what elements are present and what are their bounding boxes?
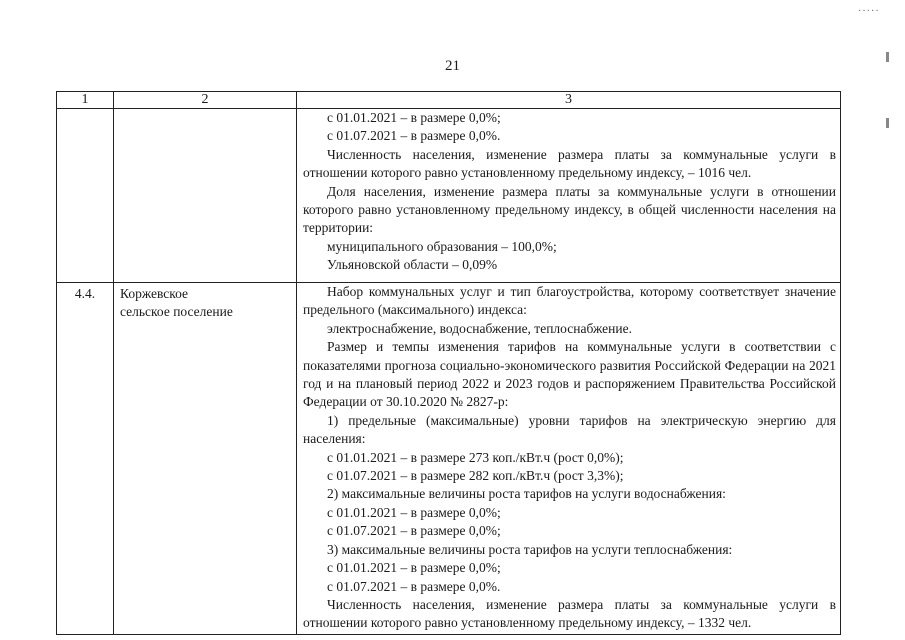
item-number-cell [57, 109, 114, 283]
description-paragraph: 1) предельные (максимальные) уровни тарифов на электрическую энергию для населения: [303, 412, 836, 447]
description-paragraph: Доля населения, изменение размера платы за коммунальные услуги в отношении которого равно установленному предельному индексу, в общей численности населения на территории: [303, 183, 836, 236]
description-paragraph: с 01.01.2021 – в размере 0,0%; [327, 110, 501, 125]
scan-mark: ····· [858, 6, 880, 17]
header-cell-1: 1 [57, 92, 114, 109]
table-row [57, 283, 841, 635]
description-paragraph: Численность населения, изменение размера платы за коммунальные услуги в отношении которого равно установленному предельному индексу, – 1332 чел. [303, 596, 836, 631]
description-paragraph: 3) максимальные величины роста тарифов на услуги теплоснабжения: [327, 541, 733, 557]
table-header-row [57, 92, 841, 109]
description-paragraph: с 01.07.2021 – в размере 282 коп./кВт.ч (рост 3,3%); [327, 468, 624, 484]
description-paragraph: с 01.01.2021 – в размере 0,0%; [327, 504, 501, 520]
description-paragraph: с 01.07.2021 – в размере 0,0%. [327, 578, 501, 594]
description-paragraph: муниципального образования – 100,0%; [327, 238, 557, 254]
scan-edge-mark [886, 52, 889, 62]
item-number-cell: 4.4. [57, 283, 114, 635]
settlement-name-cell [114, 109, 297, 283]
settlement-name-cell: Коржевское сельское поселение [114, 283, 297, 635]
description-paragraph: с 01.01.2021 – в размере 273 коп./кВт.ч (рост 0,0%); [327, 449, 624, 465]
description-cell [297, 283, 841, 635]
header-cell-3: 3 [297, 92, 841, 109]
description-paragraph: Ульяновской области – 0,09% [327, 257, 498, 273]
description-paragraph: Набор коммунальных услуг и тип благоустройства, которому соответствует значение предельного (максимального) индекса: [303, 284, 836, 318]
description-paragraph: с 01.07.2021 – в размере 0,0%; [327, 523, 501, 539]
table-row [57, 109, 841, 283]
description-paragraph: электроснабжение, водоснабжение, теплоснабжение. [327, 320, 632, 336]
description-paragraph: Размер и темпы изменения тарифов на коммунальные услуги в соответствии с показателями прогноза социально-экономического развития Российской Федерации на 2021 год и на плановый период 2022 и 2023 годов и распоряжением Правительства Российской Федерации от 30.10.2020 № 2827-р: [303, 339, 836, 410]
scan-edge-mark [886, 118, 889, 128]
description-paragraph: с 01.07.2021 – в размере 0,0%. [327, 128, 501, 144]
description-paragraph: 2) максимальные величины роста тарифов на услуги водоснабжения: [327, 486, 726, 502]
page-number: 21 [445, 58, 460, 74]
header-cell-2: 2 [114, 92, 297, 109]
description-paragraph: с 01.01.2021 – в размере 0,0%; [327, 560, 501, 576]
description-cell [297, 109, 841, 283]
table-body [57, 109, 841, 635]
tariff-table [56, 91, 841, 635]
description-paragraph: Численность населения, изменение размера платы за коммунальные услуги в отношении которого равно установленному предельному индексу, – 1016 чел. [303, 146, 836, 181]
